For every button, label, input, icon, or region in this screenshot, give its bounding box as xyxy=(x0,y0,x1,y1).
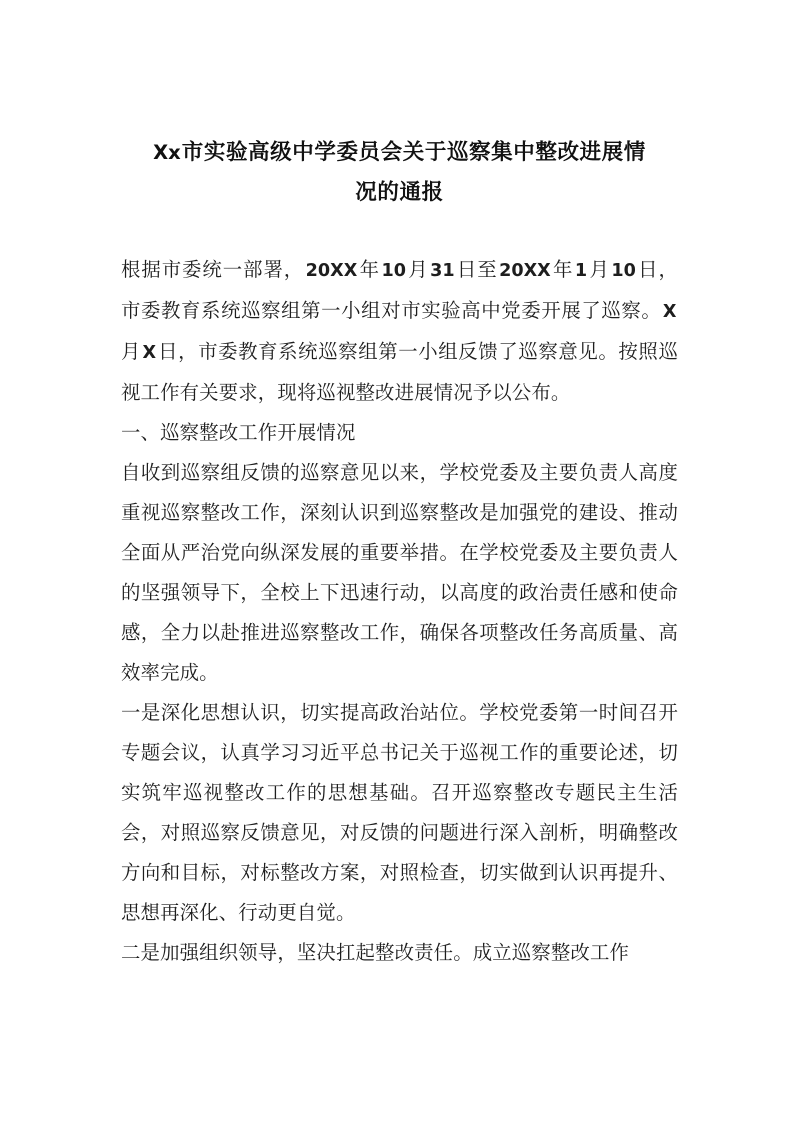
seg-latin-year-start: 20XX xyxy=(305,261,358,281)
seg-latin-month-end: 1 xyxy=(574,261,588,281)
seg-cjk-2: 年 xyxy=(358,258,380,281)
seg-latin-x-month: X xyxy=(662,302,677,322)
section-heading-1: 一、巡察整改工作开展情况 xyxy=(121,421,356,444)
title-body-gap xyxy=(121,213,678,250)
title-line-2: 况的通报 xyxy=(355,180,444,205)
seg-cjk-3: 月 xyxy=(407,258,429,281)
top-margin-spacer xyxy=(121,0,678,133)
document-text-column xyxy=(121,0,678,1122)
paragraph-intro xyxy=(121,250,678,413)
seg-latin-x-day: X xyxy=(142,343,157,363)
seg-cjk-8: 月 xyxy=(121,340,142,363)
seg-latin-day-start: 31 xyxy=(430,261,455,281)
paragraph-overview: 自收到巡察组反馈的巡察意见以来，学校党委及主要负责人高度重视巡察整改工作，深刻认识到巡察整改是加强党的建设、推动全面从严治党向纵深发展的重要举措。在学校党委及主要负责人的坚强领导下，全校上下迅速行动，以高度的政治责任感和使命感，全力以赴推进巡察整改工作，确保各项整改任务高质量、高效率完成。 xyxy=(121,461,678,684)
seg-latin-day-end: 10 xyxy=(611,261,636,281)
title-line-1: 市实验高级中学委员会关于巡察集中整改进展情 xyxy=(181,140,646,165)
seg-cjk-4: 日至 xyxy=(456,258,498,281)
seg-cjk-5: 年 xyxy=(552,258,574,281)
seg-cjk-1: 根据市委统一部署， xyxy=(121,258,305,281)
paragraph-point-one: 一是深化思想认识，切实提高政治站位。学校党委第一时间召开专题会议，认真学习习近平总书记关于巡视工作的重要论述，切实筑牢巡视整改工作的思想基础。召开巡察整改专题民主生活会，对照巡察反馈意见，对反馈的问题进行深入剖析，明确整改方向和目标，对标整改方案，对照检查，切实做到认识再提升、思想再深化、行动更自觉。 xyxy=(121,701,678,924)
seg-cjk-7: 日，市委教育系统巡察组第一小组对市实验高中党委开展了巡察。 xyxy=(121,258,678,322)
seg-latin-month-start: 10 xyxy=(381,261,406,281)
title-latin-prefix: Xx xyxy=(153,141,181,164)
seg-cjk-6: 月 xyxy=(588,258,610,281)
seg-cjk-9: 日，市委教育系统巡察组第一小组反馈了巡察意见。按照巡视工作有关要求，现将巡视整改进展情况予以公布。 xyxy=(121,340,678,404)
paragraph-point-two: 二是加强组织领导，坚决扛起整改责任。成立巡察整改工作 xyxy=(121,941,630,964)
seg-latin-year-end: 20XX xyxy=(499,261,551,281)
page-title xyxy=(121,133,678,213)
